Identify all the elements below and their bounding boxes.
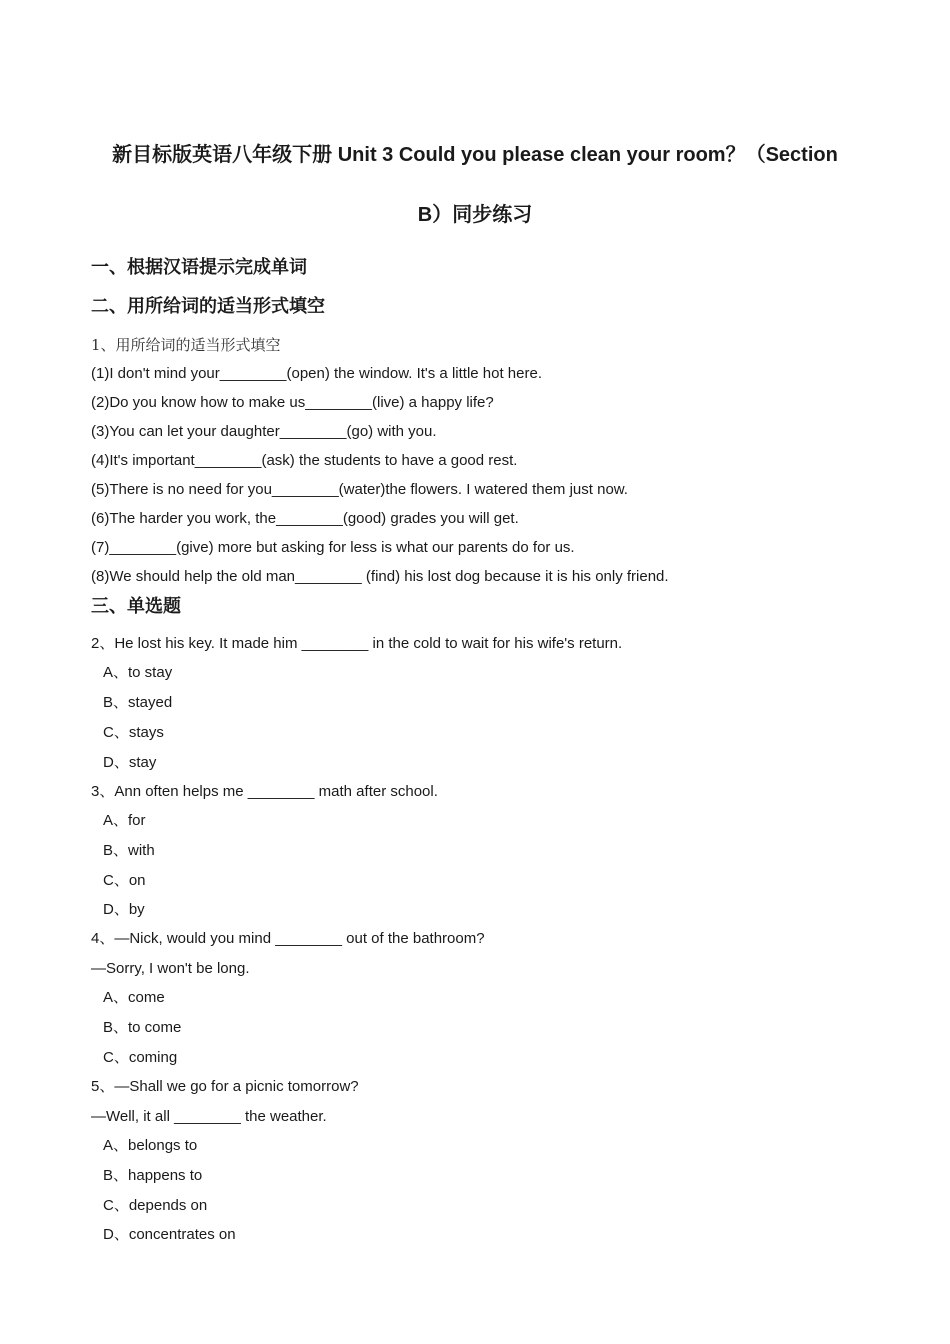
question-stem: 3、Ann often helps me ________ math after school. [91, 783, 438, 800]
answer-option: A、for [103, 812, 146, 829]
answer-option: B、to come [103, 1019, 182, 1036]
section-heading-1: 一、根据汉语提示完成单词 [91, 257, 307, 277]
answer-option: D、by [103, 901, 145, 918]
answer-option: C、on [103, 872, 146, 889]
answer-option: B、with [103, 842, 155, 859]
document-title-line1: 新目标版英语八年级下册 Unit 3 Could you please clean your room？（Section [112, 144, 838, 166]
section-heading-2: 二、用所给词的适当形式填空 [91, 296, 325, 316]
answer-option: D、concentrates on [103, 1226, 236, 1243]
fill-item: (7)________(give) more but asking for less is what our parents do for us. [91, 539, 575, 556]
question-stem: 2、He lost his key. It made him ________ in the cold to wait for his wife's return. [91, 635, 623, 652]
document-title-line2: B）同步练习 [417, 204, 533, 226]
fill-item: (4)It's important________(ask) the students to have a good rest. [91, 452, 518, 469]
question-stem: 4、—Nick, would you mind ________ out of the bathroom? [91, 930, 485, 947]
answer-option: A、belongs to [103, 1137, 198, 1154]
question-reply: —Sorry, I won't be long. [91, 960, 250, 977]
answer-option: B、happens to [103, 1167, 203, 1184]
answer-option: B、stayed [103, 694, 173, 711]
fill-question-heading: 1、用所给词的适当形式填空 [91, 336, 281, 354]
answer-option: C、coming [103, 1049, 178, 1066]
fill-item: (3)You can let your daughter________(go) with you. [91, 423, 437, 440]
answer-option: A、come [103, 989, 165, 1006]
question-reply: —Well, it all ________ the weather. [91, 1108, 327, 1125]
fill-item: (1)I don't mind your________(open) the window. It's a little hot here. [91, 365, 542, 382]
question-stem: 5、—Shall we go for a picnic tomorrow? [91, 1078, 359, 1095]
answer-option: D、stay [103, 754, 157, 771]
answer-option: C、depends on [103, 1197, 208, 1214]
fill-item: (5)There is no need for you________(water)the flowers. I watered them just now. [91, 481, 628, 498]
section-heading-3: 三、单选题 [91, 596, 181, 616]
fill-item: (8)We should help the old man________ (find) his lost dog because it is his only friend. [91, 568, 669, 585]
answer-option: C、stays [103, 724, 164, 741]
fill-item: (2)Do you know how to make us________(live) a happy life? [91, 394, 494, 411]
fill-item: (6)The harder you work, the________(good) grades you will get. [91, 510, 519, 527]
answer-option: A、to stay [103, 664, 173, 681]
